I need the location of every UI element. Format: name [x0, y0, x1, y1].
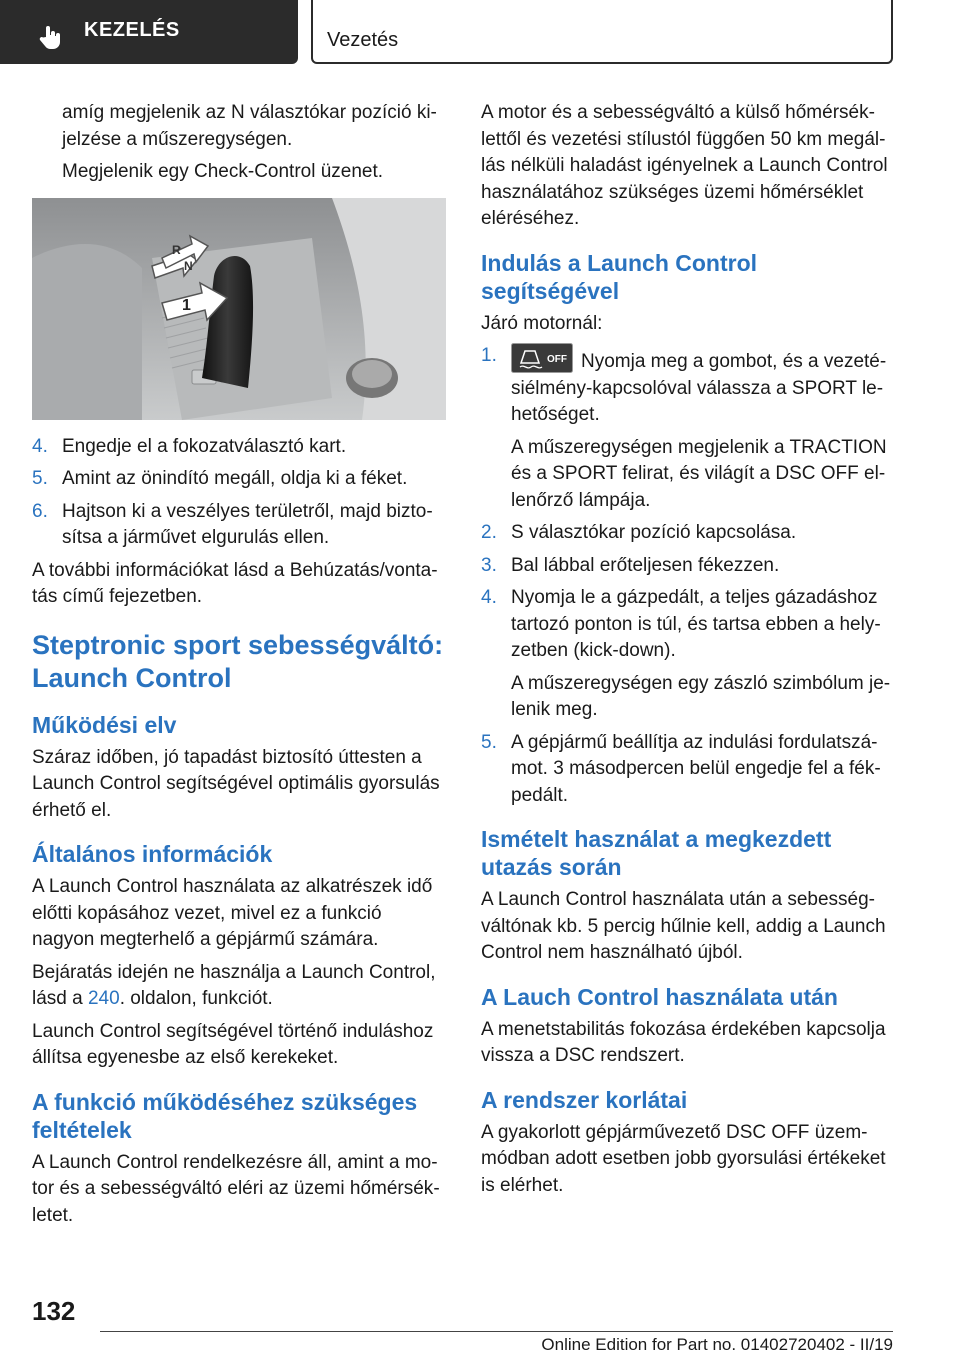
list-subtext: A műszeregységen egy zászló szimbólum jelenik meg.	[511, 672, 891, 720]
section-text: A Launch Control használata után a sebességváltónak kb. 5 percig hűlnie kell, addig a Launch Control nem használható újból.	[481, 889, 886, 963]
text-span: Bejáratás idején ne használja a Launch Control, lásd a	[32, 961, 436, 1009]
list-text: Bal lábbal erőteljesen fékezzen.	[511, 554, 780, 576]
section-title: Ismételt használat a megkezdett utazás során	[481, 826, 832, 880]
intro-paragraph: Megjelenik egy Check-Control üzenet.	[62, 161, 384, 182]
text-span: Nyomja meg a gombot, és a vezetésiélmény-kapcsolóval válassza a SPORT lehetőséget.	[511, 351, 887, 425]
section-title: Működési elv	[32, 711, 177, 738]
right-column	[481, 100, 891, 1205]
section-text: A Launch Control használata az alkatrészek idő előtti kopásához vezet, mivel ez a funkció nagyon megterhelő a gépjármű számára.	[32, 876, 433, 950]
dsc-off-button-icon	[511, 343, 573, 373]
list-item	[481, 585, 891, 724]
header-section-label: KEZELÉS	[84, 19, 180, 41]
text-span: . oldalon, funkciót.	[119, 988, 273, 1009]
intro-paragraph: amíg megjelenik az N választókar pozíció kijelzése a műszeregységen.	[62, 102, 437, 150]
section-title: A funkció működéséhez szükséges feltételek	[32, 1088, 418, 1143]
section-text: A menetstabilitás fokozása érdekében kapcsolja vissza a DSC rendszert.	[481, 1018, 886, 1066]
list-number: 5.	[481, 731, 497, 753]
list-item	[481, 730, 891, 810]
edition-note: Online Edition for Part no. 01402720402 - II/19	[541, 1335, 893, 1354]
svg-text:R: R	[172, 242, 181, 257]
section-text: Száraz időben, jó tapadást biztosító úttesten a Launch Control segítségével optimális gyorsulás érhető el.	[32, 746, 440, 821]
list-text: Engedje el a fokozatválasztó kart.	[62, 435, 347, 457]
header-subsection-tab	[311, 0, 893, 64]
list-item	[32, 466, 446, 493]
section-text: A Launch Control rendelkezésre áll, amint a motor és a sebességváltó eléri az üzemi hőmérsékletet.	[32, 1151, 440, 1226]
list-item	[481, 520, 891, 547]
list-text: Nyomja le a gázpedált, a teljes gázadáshoz tartozó ponton is túl, és tartsa ebben a helyzetben (kick-down).	[511, 587, 881, 661]
section-title: A Lauch Control használata után	[481, 983, 838, 1010]
hand-icon	[38, 24, 64, 50]
section-title: A rendszer korlátai	[481, 1086, 688, 1113]
page-link[interactable]: 240	[87, 988, 120, 1009]
list-subtext: A műszeregységen megjelenik a TRACTION és a SPORT felirat, és világít a DSC OFF ellenőrző lámpája.	[511, 436, 887, 511]
section-title: Indulás a Launch Control segítségével	[481, 249, 758, 304]
list-number: 6.	[32, 500, 48, 522]
footer-divider	[100, 1331, 893, 1332]
list-number: 4.	[32, 435, 48, 457]
list-text: S választókar pozíció kapcsolása.	[511, 522, 797, 543]
header-subsection-label: Vezetés	[327, 29, 399, 51]
list-number: 5.	[32, 468, 48, 489]
section-text: Launch Control segítségével történő induláshoz állítsa egyenesbe az első kerekeket.	[32, 1020, 434, 1068]
main-heading: Steptronic sport sebességváltó: Launch Control	[32, 629, 444, 693]
section-text: A gyakorlott gépjárművezető DSC OFF üzemmódban adott esetben jobb gyorsulási értékeket is elérhet.	[481, 1121, 886, 1196]
list-number: 4.	[481, 587, 497, 608]
gear-selector-photo	[32, 198, 446, 420]
section-text	[32, 960, 446, 1013]
section-title: Általános információk	[32, 841, 273, 867]
list-text: Amint az önindító megáll, oldja ki a féket.	[62, 468, 408, 489]
list-number: 1.	[481, 345, 497, 366]
list-item	[32, 434, 446, 461]
svg-text:N: N	[184, 258, 193, 273]
list-item	[32, 499, 446, 552]
list-item	[481, 553, 891, 580]
list-number: 2.	[481, 522, 497, 543]
list-text: A gépjármű beállítja az indulási fordulatszámot. 3 másodpercen belül engedje fel a fékpedált.	[511, 731, 881, 806]
list-item	[481, 343, 891, 514]
page-number: 132	[32, 1296, 76, 1326]
figure-label: 1	[182, 296, 191, 314]
header-section-tab	[0, 0, 298, 64]
icon-label: OFF	[547, 354, 567, 365]
list-number: 3.	[481, 554, 497, 576]
left-column	[32, 100, 446, 1235]
intro-paragraph: A motor és a sebességváltó a külső hőmérséklettől és vezetési stílustól függően 50 km megállás nélküli haladást igényelnek a Launch Control használatához szükséges üzemi hőmérséklet eléréséhez.	[481, 102, 888, 229]
section-text: Járó motornál:	[481, 312, 603, 334]
list-text	[511, 343, 891, 429]
list-text: Hajtson ki a veszélyes területről, majd biztosítsa a járművet elgurulás ellen.	[62, 500, 433, 548]
reference-note: A további információkat lásd a Behúzatás/vontatás című fejezetben.	[32, 559, 438, 607]
